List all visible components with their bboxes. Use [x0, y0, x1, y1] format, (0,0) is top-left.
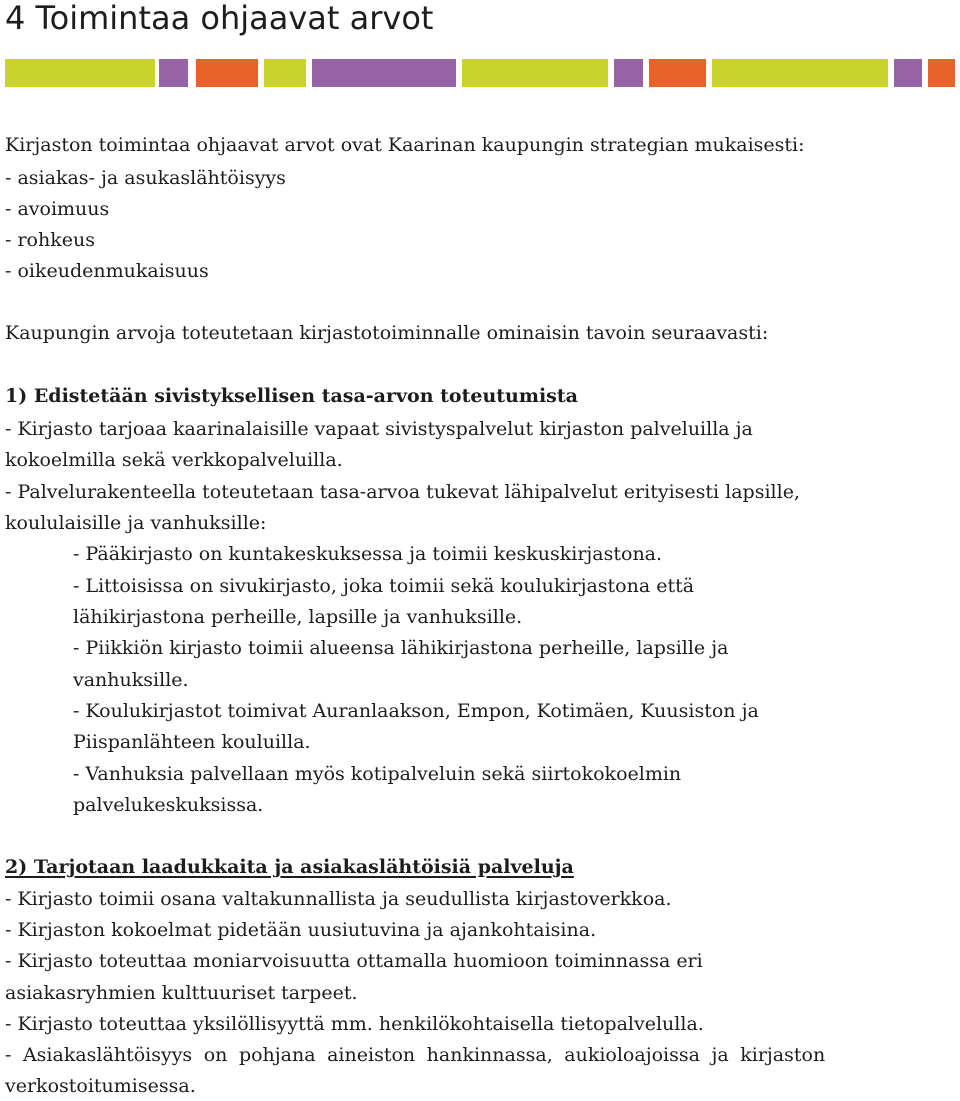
stripe-block-purple	[159, 59, 188, 87]
goal-1-subitem: vanhuksille.	[73, 669, 189, 691]
decorative-color-stripe	[0, 59, 960, 87]
goal-1-subitem: palvelukeskuksissa.	[73, 794, 264, 816]
value-item: - oikeudenmukaisuus	[5, 260, 209, 282]
stripe-block-orange	[928, 59, 955, 87]
stripe-block-purple	[614, 59, 643, 87]
value-item: - rohkeus	[5, 229, 95, 251]
stripe-block-purple	[894, 59, 922, 87]
section-title: 4 Toimintaa ohjaavat arvot	[5, 0, 434, 37]
goal-2-line: - Kirjasto toteuttaa moniarvoisuutta ottamalla huomioon toiminnassa eri	[5, 950, 703, 972]
stripe-block-lime	[5, 59, 155, 87]
goal-2-line: - Asiakaslähtöisyys on pohjana aineiston hankinnassa, aukioloajoissa ja kirjaston	[5, 1044, 826, 1066]
stripe-block-purple	[312, 59, 456, 87]
goal-1-heading: 1) Edistetään sivistyksellisen tasa-arvon toteutumista	[5, 385, 578, 407]
goal-2-line: - Kirjaston kokoelmat pidetään uusiutuvina ja ajankohtaisina.	[5, 919, 597, 941]
goal-2-line: verkostoitumisessa.	[5, 1075, 196, 1097]
goal-1-subitem: - Littoisissa on sivukirjasto, joka toimii sekä koulukirjastona että	[73, 575, 695, 597]
stripe-block-orange	[196, 59, 258, 87]
stripe-block-lime	[462, 59, 608, 87]
goal-1-subitem: Piispanlähteen kouluilla.	[73, 731, 311, 753]
implementation-intro: Kaupungin arvoja toteutetaan kirjastotoiminnalle ominaisin tavoin seuraavasti:	[5, 322, 769, 344]
stripe-block-orange	[649, 59, 706, 87]
goal-1-subitem: - Piikkiön kirjasto toimii alueensa lähikirjastona perheille, lapsille ja	[73, 637, 729, 659]
goal-2-line: - Kirjasto toimii osana valtakunnallista ja seudullista kirjastoverkkoa.	[5, 888, 672, 910]
goal-1-line: koululaisille ja vanhuksille:	[5, 512, 267, 534]
goal-2-line: asiakasryhmien kulttuuriset tarpeet.	[5, 982, 358, 1004]
goal-1-subitem: - Koulukirjastot toimivat Auranlaakson, Empon, Kotimäen, Kuusiston ja	[73, 700, 759, 722]
stripe-block-lime	[712, 59, 888, 87]
goal-1-line: - Kirjasto tarjoaa kaarinalaisille vapaat sivistyspalvelut kirjaston palveluilla ja	[5, 418, 753, 440]
goal-1-line: - Palvelurakenteella toteutetaan tasa-arvoa tukevat lähipalvelut erityisesti lapsille,	[5, 481, 800, 503]
stripe-block-lime	[264, 59, 306, 87]
goal-2-heading: 2) Tarjotaan laadukkaita ja asiakaslähtöisiä palveluja	[5, 856, 574, 878]
goal-1-line: kokoelmilla sekä verkkopalveluilla.	[5, 449, 343, 471]
goal-1-subitem: lähikirjastona perheille, lapsille ja vanhuksille.	[73, 606, 523, 628]
value-item: - avoimuus	[5, 198, 110, 220]
value-item: - asiakas- ja asukaslähtöisyys	[5, 167, 286, 189]
goal-2-line: - Kirjasto toteuttaa yksilöllisyyttä mm. henkilökohtaisella tietopalvelulla.	[5, 1013, 704, 1035]
goal-1-subitem: - Vanhuksia palvellaan myös kotipalveluin sekä siirtokokoelmin	[73, 763, 682, 785]
intro-lead: Kirjaston toimintaa ohjaavat arvot ovat Kaarinan kaupungin strategian mukaisesti:	[5, 134, 805, 156]
goal-1-subitem: - Pääkirjasto on kuntakeskuksessa ja toimii keskuskirjastona.	[73, 543, 663, 565]
